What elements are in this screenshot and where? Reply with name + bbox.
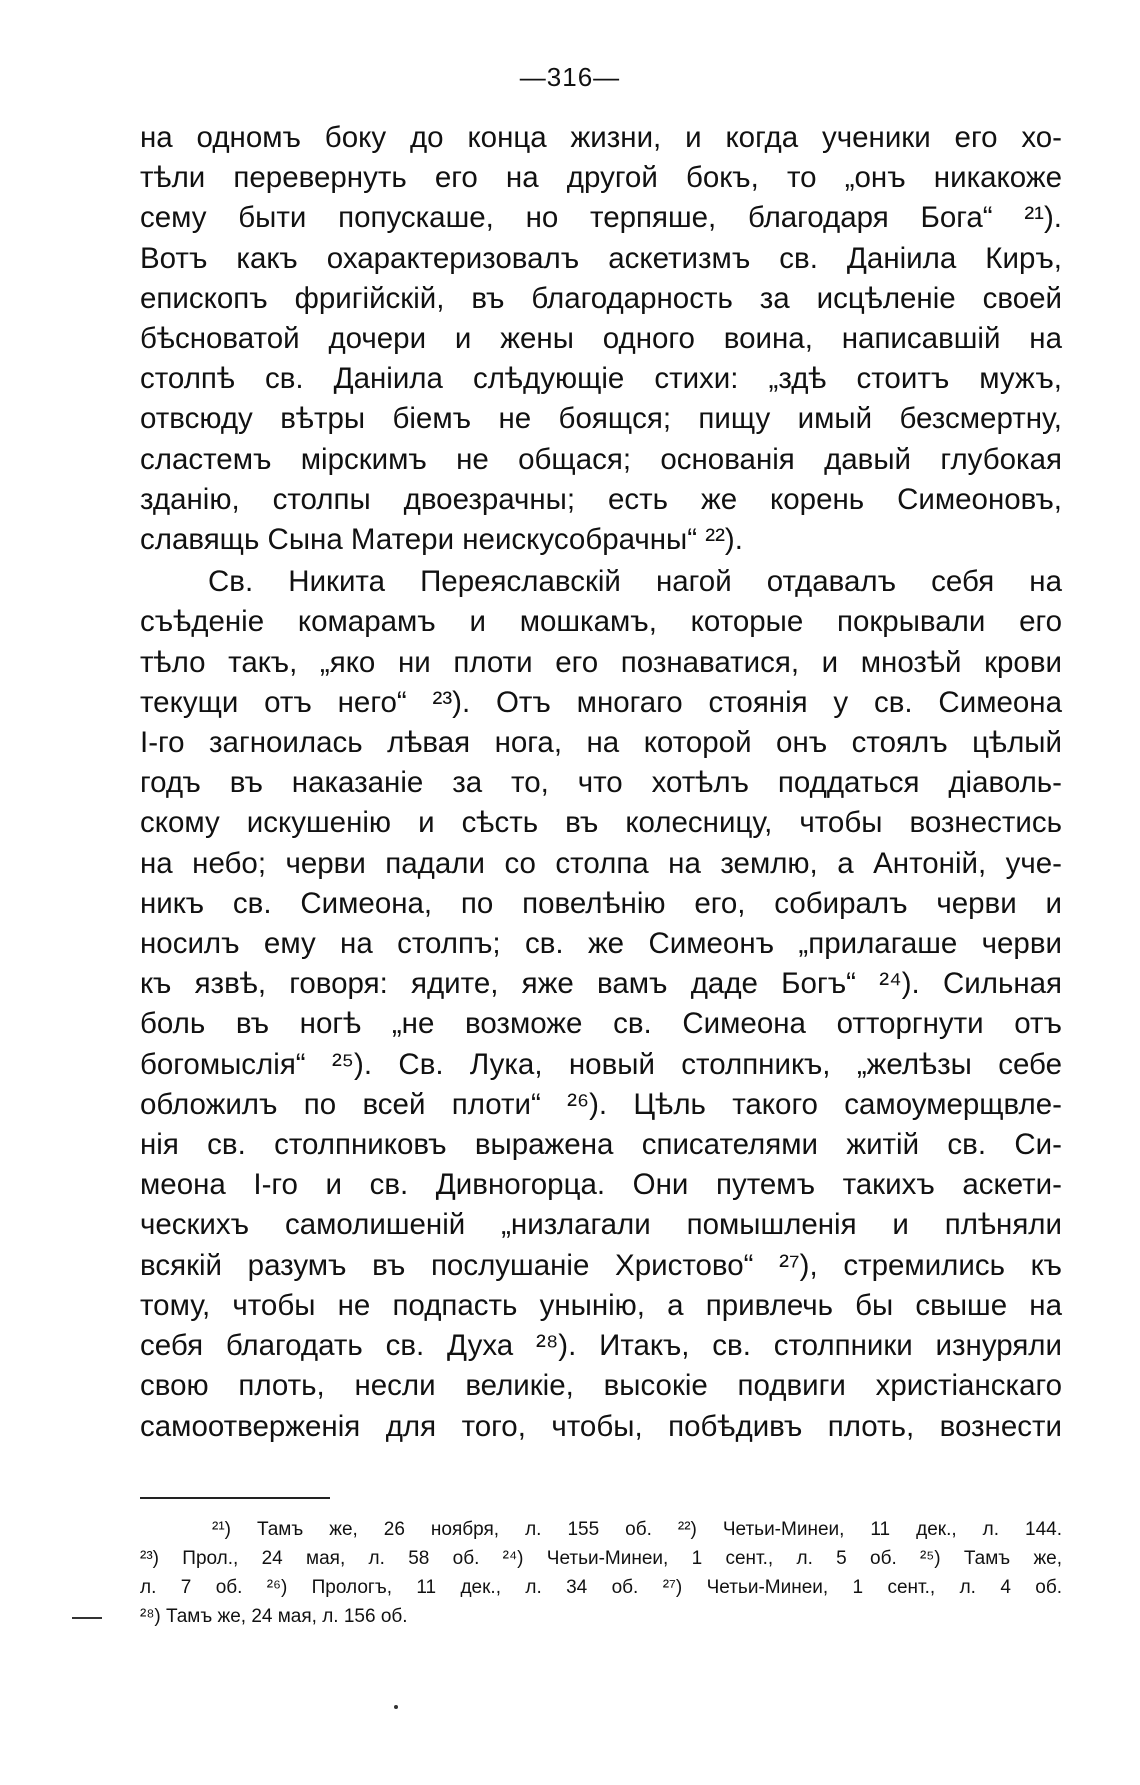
text-line: Св. Никита Переяславскій нагой отдавалъ себя на <box>208 565 1062 599</box>
text-line: богомыслія“ ²⁵). Св. Лука, новый столпникъ, „желѣзы себе <box>140 1047 1062 1081</box>
margin-mark <box>72 1617 102 1619</box>
text-line: самоотверженія для того, чтобы, побѣдивъ плоть, вознести <box>140 1409 1062 1443</box>
page-number: —316— <box>519 62 621 92</box>
paragraph <box>140 118 1062 560</box>
text-line: съѣденіе комарамъ и мошкамъ, которые покрывали его <box>140 605 1062 639</box>
text-line: меона І-го и св. Дивногорца. Они путемъ такихъ аскети- <box>140 1168 1062 1202</box>
footnote-line: ²³) Прол., 24 мая, л. 58 об. ²⁴) Четьи-Минеи, 1 сент., л. 5 об. ²⁵) Тамъ же, <box>140 1548 1062 1569</box>
text-line: носилъ ему на столпъ; св. же Симеонъ „прилагаше черви <box>140 927 1062 961</box>
text-line: зданію, столпы двоезрачны; есть же корень Симеоновъ, <box>140 482 1062 516</box>
ink-speck <box>394 1705 398 1709</box>
text-line: текущи отъ него“ ²³). Отъ многаго стоянія у св. Симеона <box>140 685 1062 719</box>
paragraph <box>140 562 1062 1446</box>
footnote-divider <box>140 1497 330 1499</box>
text-line: І-го загноилась лѣвая нога, на которой онъ стоялъ цѣлый <box>140 726 1062 760</box>
text-line: Вотъ какъ охарактеризовалъ аскетизмъ св. Даніила Киръ, <box>140 241 1062 275</box>
text-line: ческихъ самолишеній „низлагали помышленія и плѣняли <box>140 1208 1062 1242</box>
text-line: на одномъ боку до конца жизни, и когда ученики его хо- <box>140 121 1062 154</box>
text-line: обложилъ по всей плоти“ ²⁶). Цѣль такого самоумерщвле- <box>140 1087 1062 1121</box>
text-line: никъ св. Симеона, по повелѣнію его, собиралъ черви и <box>140 886 1062 920</box>
text-line: бѣсноватой дочери и жены одного воина, написавшій на <box>140 322 1062 356</box>
text-line: славящь Сына Матери неискусобрачны“ ²²). <box>140 523 743 557</box>
text-line: на небо; черви падали со столпа на землю, а Антоній, уче- <box>140 846 1062 880</box>
text-line: епископъ фригійскій, въ благодарность за исцѣленіе своей <box>140 281 1062 315</box>
text-line: сластемъ мірскимъ не общася; основанія давый глубокая <box>140 442 1062 476</box>
text-line: тѣло такъ, „яко ни плоти его познаватися, и мнозѣй крови <box>140 645 1062 679</box>
body-text <box>140 118 1062 1447</box>
footnotes <box>140 1515 1062 1631</box>
text-line: къ язвѣ, говоря: ядите, яже вамъ даде Богъ“ ²⁴). Сильная <box>140 967 1062 1001</box>
text-line: нія св. столпниковъ выражена списателями житій св. Си- <box>140 1128 1062 1162</box>
text-line: свою плоть, несли великіе, высокіе подвиги христіанскаго <box>140 1369 1062 1403</box>
footnote-line: ²¹) Тамъ же, 26 ноября, л. 155 об. ²²) Четьи-Минеи, 11 дек., л. 144. <box>212 1519 1062 1540</box>
text-line: всякій разумъ въ послушаніе Христово“ ²⁷), стремились къ <box>140 1248 1062 1282</box>
footnote-line: ²⁸) Тамъ же, 24 мая, л. 156 об. <box>140 1606 408 1627</box>
text-line: тому, чтобы не подпасть унынію, а привлечь бы свыше на <box>140 1288 1062 1322</box>
text-line: отвсюду вѣтры біемъ не боящся; пищу имый безсмертну, <box>140 402 1062 436</box>
text-line: себя благодать св. Духа ²⁸). Итакъ, св. столпники изнуряли <box>140 1329 1062 1363</box>
text-line: тѣли перевернуть его на другой бокъ, то „онъ никакоже <box>140 161 1062 195</box>
text-line: годъ въ наказаніе за то, что хотѣлъ поддаться діаволь- <box>140 766 1062 800</box>
text-line: боль въ ногѣ „не возможе св. Симеона отторгнути отъ <box>140 1007 1062 1041</box>
text-line: столпѣ св. Даніила слѣдующіе стихи: „здѣ стоитъ мужъ, <box>140 362 1062 396</box>
text-line: сему быти попускаше, но терпяше, благодаря Бога“ ²¹). <box>140 201 1062 235</box>
text-line: скому искушенію и сѣсть въ колесницу, чтобы вознестись <box>140 806 1062 840</box>
footnote-line: л. 7 об. ²⁶) Прологъ, 11 дек., л. 34 об. ²⁷) Четьи-Минеи, 1 сент., л. 4 об. <box>140 1577 1062 1598</box>
